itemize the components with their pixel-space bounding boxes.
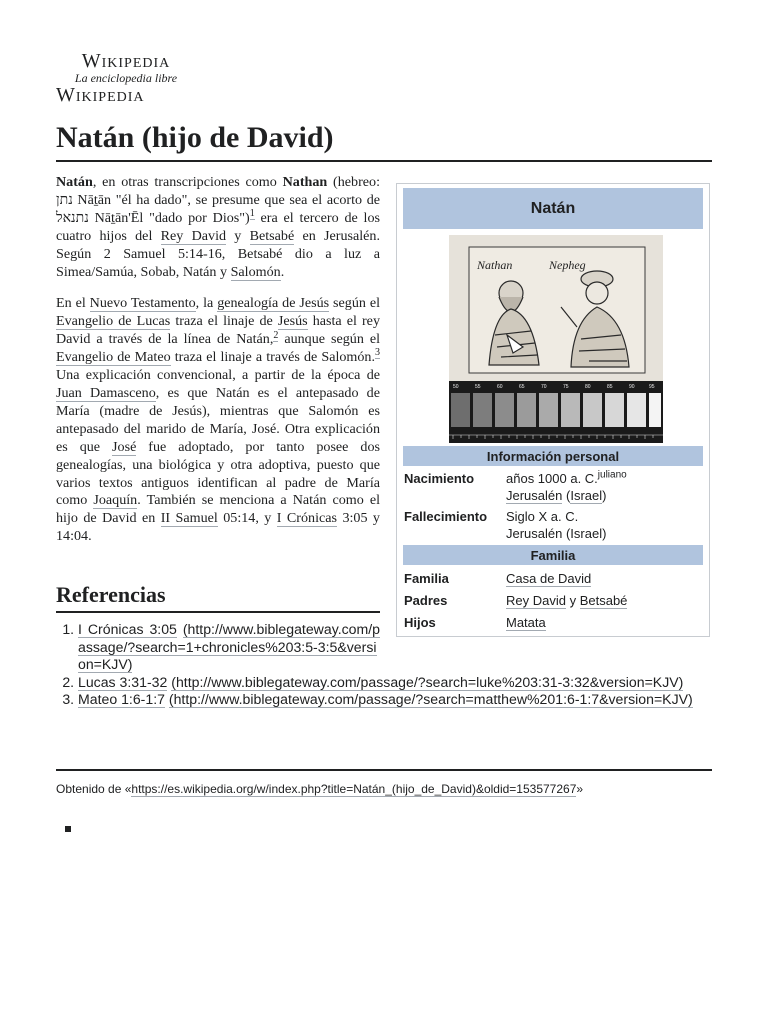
value-fallecimiento — [506, 508, 703, 542]
scale-number: 70 — [541, 384, 547, 390]
calendar-note: juliano — [597, 469, 627, 481]
infobox — [396, 183, 710, 637]
text-span: En el — [56, 295, 90, 312]
text-span: 3:05 y 14:04. — [56, 510, 380, 545]
reference-item — [78, 691, 712, 709]
scale-number: 60 — [497, 384, 503, 390]
link-casa-de-david[interactable]: Casa de David — [506, 571, 592, 586]
grayscale-patches — [451, 393, 661, 427]
scale-number: 80 — [585, 384, 591, 390]
row-fallecimiento — [403, 508, 703, 542]
footer-suffix: » — [576, 782, 584, 796]
death-date: Siglo X a. C. — [506, 509, 579, 524]
scale-number: 65 — [519, 384, 525, 390]
link-madre-betsabe[interactable]: Betsabé — [579, 593, 628, 608]
scale-number: 75 — [563, 384, 569, 390]
link-padre-rey-david[interactable]: Rey David — [506, 593, 566, 608]
text-span: traza el linaje a través de Salomón. — [170, 349, 375, 366]
row-nacimiento — [403, 470, 703, 504]
scale-number: 90 — [629, 384, 635, 390]
logo-wordmark: Wikipedia — [81, 50, 171, 72]
reference-item — [78, 621, 380, 674]
death-place: Jerusalén (Israel) — [506, 526, 607, 541]
text-span: y — [226, 227, 250, 244]
section-familia: Familia — [403, 545, 703, 565]
link-evangelio-lucas[interactable]: Evangelio de Lucas — [56, 313, 171, 330]
list-bullet — [65, 826, 71, 832]
label-hijos: Hijos — [404, 615, 436, 630]
reference-link[interactable]: Lucas 3:31-32 — [78, 673, 168, 690]
reference-item — [78, 674, 712, 692]
link-genealogia[interactable]: genealogía de Jesús — [217, 295, 330, 312]
references-heading: Referencias — [56, 580, 380, 613]
infobox-title: Natán — [403, 188, 703, 229]
references-list — [56, 621, 712, 709]
text-span: según el — [329, 295, 381, 312]
text-span: . — [280, 263, 285, 280]
reference-link[interactable]: Mateo 1:6-1:7 — [78, 691, 165, 708]
link-rey-david[interactable]: Rey David — [160, 227, 227, 244]
alt-name: Nathan — [282, 174, 328, 190]
text-span: , es que Natán es el antepasado de María (madre de Jesús), mientras que Salomón es antepasado del marido de María, José. Otra explicación es que — [56, 384, 380, 455]
scale-number: 55 — [475, 384, 481, 390]
reference-url[interactable]: (http://www.biblegateway.com/passage/?search=luke%203:31-3:32&version=KJV) — [171, 673, 684, 690]
link-joaquin[interactable]: Joaquín — [93, 492, 138, 509]
link-ii-samuel[interactable]: II Samuel — [160, 510, 218, 527]
scale-number: 50 — [453, 384, 459, 390]
link-betsabe[interactable]: Betsabé — [249, 227, 295, 244]
link-juan-damasceno[interactable]: Juan Damasceno — [56, 384, 156, 401]
text-span: en Jerusalén. Según 2 Samuel 5:14-16, Betsabé dio a luz a Simea/Samúa, Sobab, Natán y — [56, 227, 380, 280]
ref-link-3[interactable]: 3 — [375, 347, 380, 359]
ref-link-1[interactable]: 1 — [249, 208, 255, 220]
text-span: era el tercero de los cuatro hijos del — [56, 209, 380, 244]
text-span: . También se menciona a Natán como el hijo de David en — [56, 492, 380, 527]
label-nacimiento: Nacimiento — [404, 471, 475, 486]
image-label-nepheg: Nepheg — [549, 258, 586, 272]
reference-link[interactable]: I Crónicas 3:05 — [78, 621, 177, 637]
text-span: y — [565, 593, 580, 608]
text-span: 05:14, y — [217, 510, 277, 527]
row-familia — [403, 570, 703, 587]
text-span: aunque según el — [278, 331, 380, 348]
text-span: , la — [195, 295, 218, 312]
link-matata[interactable]: Matata — [506, 615, 546, 630]
text-span: (hebreo: נתן Nāṯān "él ha dado", se presume que sea el acorto de נתנאל Nāṯān'Ēl "dado por Dios") — [56, 174, 380, 226]
value-padres — [506, 592, 703, 609]
label-padres: Padres — [404, 593, 448, 608]
section-informacion-personal: Información personal — [403, 446, 703, 466]
link-evangelio-mateo[interactable]: Evangelio de Mateo — [56, 349, 171, 366]
logo-tagline: La enciclopedia libre — [74, 71, 178, 85]
infobox-image[interactable] — [449, 235, 663, 443]
value-familia — [506, 570, 703, 587]
link-jerusalen[interactable]: Jerusalén — [506, 488, 563, 503]
ref-link-2[interactable]: 2 — [273, 329, 279, 341]
text-span: Una explicación convencional, a partir de la época de — [56, 367, 380, 384]
reference-url[interactable]: (http://www.biblegateway.com/passage/?search=1+chronicles%203:5-3:5&version=KJV) — [78, 621, 380, 673]
text-span: fue adoptado, por tanto posee dos genealogías, una biológica y otra adoptiva, puesto que varios textos antiguos identifican al padre de María como — [56, 438, 380, 509]
row-padres — [403, 592, 703, 609]
text-span: traza el linaje de — [170, 313, 278, 330]
footer-prefix: Obtenido de « — [56, 782, 132, 796]
logo-wordmark-secondary: Wikipedia — [56, 84, 145, 106]
link-jose[interactable]: José — [112, 438, 137, 455]
text-span: hasta el rey David a través de la línea de Natán, — [56, 313, 380, 348]
image-label-nathan: Nathan — [477, 258, 513, 272]
subject-name: Natán — [56, 174, 93, 190]
permanent-link[interactable]: https://es.wikipedia.org/w/index.php?title=Natán_(hijo_de_David)&oldid=153577267 — [131, 782, 577, 796]
link-jesus[interactable]: Jesús — [277, 313, 308, 330]
retrieved-from — [56, 781, 712, 797]
scale-number: 85 — [607, 384, 613, 390]
scale-number: 95 — [649, 384, 655, 390]
intro-paragraph — [56, 174, 380, 281]
genealogy-paragraph — [56, 295, 380, 546]
link-israel[interactable]: Israel — [570, 488, 603, 503]
article-body — [56, 174, 380, 560]
page-title: Natán (hijo de David) — [56, 118, 712, 162]
reference-url[interactable]: (http://www.biblegateway.com/passage/?search=matthew%201:6-1:7&version=KJV) — [168, 691, 693, 708]
link-salomon[interactable]: Salomón — [230, 263, 281, 280]
value-nacimiento: años 1000 a. C.$^{juliano}$ Jerusalén (Israel) — [506, 469, 627, 503]
birth-date: años 1000 a. C. — [506, 471, 598, 486]
link-nuevo-testamento[interactable]: Nuevo Testamento — [89, 295, 196, 312]
link-i-cronicas[interactable]: I Crónicas — [276, 510, 338, 527]
label-familia: Familia — [404, 571, 449, 586]
footer-divider — [56, 769, 712, 771]
wikipedia-logo[interactable] — [56, 50, 196, 105]
label-fallecimiento: Fallecimiento — [404, 509, 488, 524]
text-span: , en otras transcripciones como — [92, 174, 283, 190]
